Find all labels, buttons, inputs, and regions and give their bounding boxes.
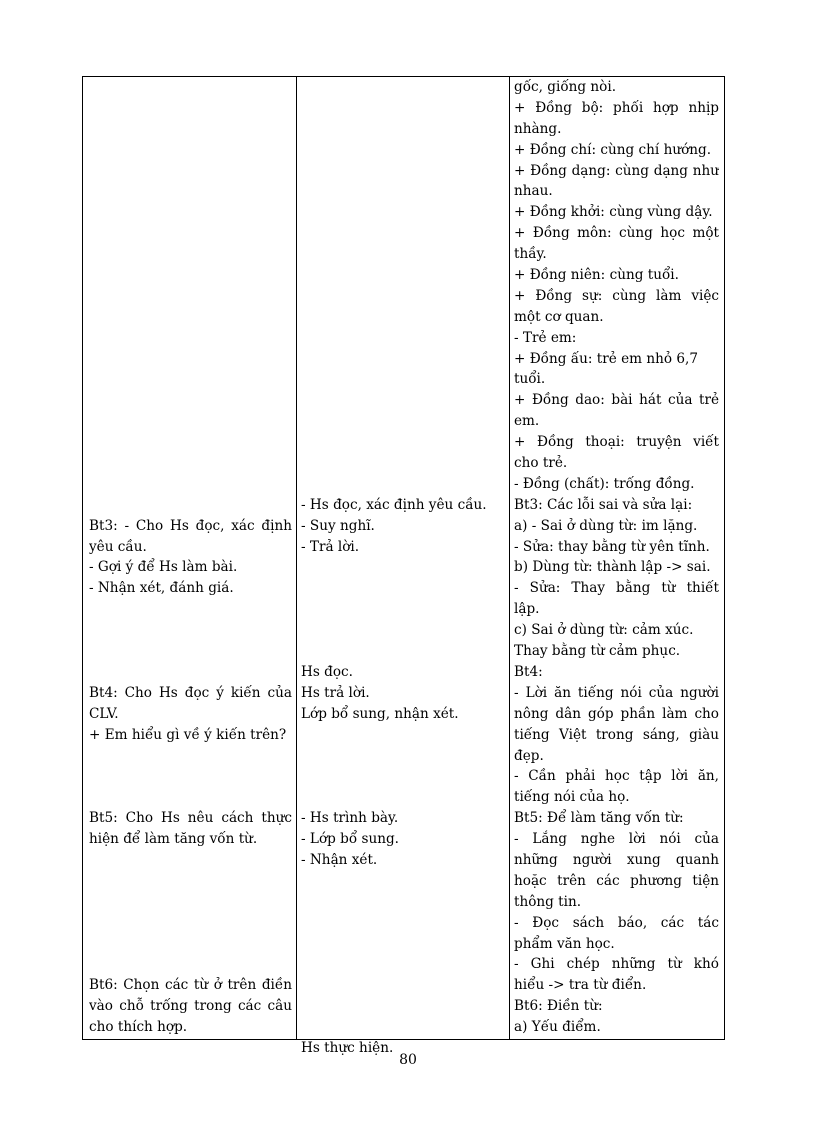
text-line [89, 286, 292, 307]
text-line: tuổi. [514, 371, 546, 388]
text-line [301, 119, 504, 140]
text-line [301, 432, 504, 453]
text-line [89, 892, 292, 913]
text-line: - Hs đọc, xác định yêu cầu. [301, 496, 487, 513]
text-line [301, 223, 504, 244]
text-line: + Đồng môn: cùng học một [514, 225, 719, 242]
text-line [89, 746, 292, 767]
text-line: hiểu -> tra từ điển. [514, 977, 647, 994]
text-line: phẩm văn học. [514, 935, 615, 952]
text-line [89, 119, 292, 140]
text-line [301, 746, 504, 767]
text-line [89, 98, 292, 119]
text-line: Bt3: - Cho Hs đọc, xác định [89, 517, 292, 534]
text-line: b) Dùng từ: thành lập -> sai. [514, 559, 711, 576]
text-line: - Trả lời. [301, 538, 360, 555]
content-column [514, 77, 719, 1039]
text-line [89, 913, 292, 934]
text-line [301, 620, 504, 641]
text-line [89, 202, 292, 223]
text-line [89, 850, 292, 871]
text-line [301, 453, 504, 474]
text-line [89, 349, 292, 370]
text-line: những người xung quanh [514, 851, 719, 868]
text-line [301, 202, 504, 223]
text-line [89, 766, 292, 787]
text-line: - Sửa: Thay bằng từ thiết [514, 580, 719, 597]
text-line: a) - Sai ở dùng từ: im lặng. [514, 517, 698, 534]
text-line [301, 787, 504, 808]
text-line: nông dân góp phần làm cho [514, 705, 719, 722]
text-line [301, 349, 504, 370]
text-line: Lớp bổ sung, nhận xét. [301, 705, 459, 722]
text-line: tiếng Việt trong sáng, giàu [514, 726, 719, 743]
text-line [89, 307, 292, 328]
text-line: một cơ quan. [514, 308, 604, 325]
text-line: - Cần phải học tập lời ăn, [514, 768, 719, 785]
text-line: - Lắng nghe lời nói của [514, 831, 719, 848]
text-line: - Ghi chép những từ khó [514, 956, 719, 973]
text-line: - Đọc sách báo, các tác [514, 914, 719, 931]
text-line: cho trẻ. [514, 455, 568, 472]
text-line [89, 954, 292, 975]
text-line [89, 871, 292, 892]
text-line [89, 495, 292, 516]
text-line: - Đồng (chất): trống đồng. [514, 475, 695, 492]
text-line [89, 599, 292, 620]
text-line [301, 474, 504, 495]
text-line [89, 787, 292, 808]
text-line [89, 77, 292, 98]
text-line [301, 244, 504, 265]
text-line [89, 411, 292, 432]
text-line [301, 369, 504, 390]
text-line: Bt3: Các lỗi sai và sửa lại: [514, 496, 693, 513]
text-line: thầy. [514, 246, 547, 263]
text-line [301, 641, 504, 662]
text-line [301, 599, 504, 620]
text-line [301, 390, 504, 411]
text-line: nhàng. [514, 120, 562, 137]
text-line: c) Sai ở dùng từ: cảm xúc. [514, 622, 694, 639]
text-line [89, 140, 292, 161]
text-line: em. [514, 413, 540, 430]
text-line: yêu cầu. [89, 538, 147, 555]
text-line [301, 77, 504, 98]
text-line [301, 98, 504, 119]
text-line: + Đồng thoại: truyện viết [514, 434, 719, 451]
text-line: gốc, giống nòi. [514, 79, 617, 95]
text-line [89, 181, 292, 202]
text-line [89, 390, 292, 411]
text-line [301, 1017, 504, 1038]
text-line [301, 996, 504, 1017]
text-line [301, 286, 504, 307]
text-line: Bt4: [514, 663, 543, 680]
text-line [301, 578, 504, 599]
text-line [301, 725, 504, 746]
text-line [89, 662, 292, 683]
text-line: + Đồng dạng: cùng dạng như [514, 162, 719, 179]
text-line: Bt5: Cho Hs nêu cách thực [89, 810, 292, 827]
text-line [89, 161, 292, 182]
text-line: Hs thực hiện. [301, 1039, 394, 1056]
text-line: Bt5: Để làm tăng vốn từ: [514, 810, 684, 827]
text-line: Bt6: Điền từ: [514, 998, 603, 1015]
text-line [89, 328, 292, 349]
text-line: hoặc trên các phương tiện [514, 872, 719, 889]
text-line [301, 181, 504, 202]
text-line: vào chỗ trống trong các câu [89, 998, 292, 1015]
text-line [89, 432, 292, 453]
text-line: + Đồng ấu: trẻ em nhỏ 6,7 [514, 350, 698, 367]
column-divider [296, 77, 297, 1039]
text-line: + Đồng bộ: phối hợp nhịp [514, 99, 719, 116]
text-line: hiện để làm tăng vốn từ. [89, 831, 258, 848]
text-line [301, 328, 504, 349]
text-line [301, 954, 504, 975]
text-line [89, 934, 292, 955]
text-line: + Đồng chí: cùng chí hướng. [514, 141, 712, 158]
text-line [301, 265, 504, 286]
text-line [301, 871, 504, 892]
text-line: + Đồng sự: cùng làm việc [514, 287, 719, 304]
text-line: CLV. [89, 705, 119, 722]
text-line: Thay bằng từ cảm phục. [514, 643, 681, 660]
text-line [89, 223, 292, 244]
column-divider [509, 77, 510, 1039]
text-line [89, 620, 292, 641]
text-line: Bt4: Cho Hs đọc ý kiến của [89, 684, 292, 701]
text-line: + Em hiểu gì về ý kiến trên? [89, 726, 287, 743]
text-line: - Suy nghĩ. [301, 517, 375, 534]
text-line [89, 265, 292, 286]
text-line [89, 474, 292, 495]
text-line: - Lời ăn tiếng nói của người [514, 684, 719, 701]
text-line: - Hs trình bày. [301, 810, 399, 827]
lesson-table [82, 76, 725, 1056]
text-line: - Sửa: thay bằng từ yên tĩnh. [514, 538, 710, 555]
text-line: Bt6: Chọn các từ ở trên điền [89, 977, 292, 994]
text-line: nhau. [514, 183, 553, 200]
text-line: - Gợi ý để Hs làm bài. [89, 559, 238, 576]
text-line: - Nhận xét. [301, 851, 378, 868]
text-line: Hs trả lời. [301, 684, 370, 701]
text-line [89, 453, 292, 474]
text-line [89, 369, 292, 390]
teacher-activity-column [89, 77, 292, 1039]
text-line: + Đồng niên: cùng tuổi. [514, 267, 679, 284]
text-line: tiếng nói của họ. [514, 789, 630, 806]
text-line [301, 766, 504, 787]
text-line: cho thích hợp. [89, 1019, 188, 1036]
text-line: a) Yếu điểm. [514, 1019, 601, 1036]
text-line: + Đồng khởi: cùng vùng dậy. [514, 204, 713, 221]
text-line [301, 557, 504, 578]
text-line [89, 244, 292, 265]
text-line [301, 975, 504, 996]
text-line [301, 934, 504, 955]
text-line: đẹp. [514, 747, 544, 764]
page-number: 80 [399, 1052, 417, 1068]
text-line: thông tin. [514, 893, 582, 910]
text-line: Hs đọc. [301, 663, 353, 680]
text-line: lập. [514, 601, 540, 618]
text-line: - Nhận xét, đánh giá. [89, 580, 234, 597]
text-line: - Trẻ em: [514, 329, 577, 346]
text-line [301, 140, 504, 161]
student-activity-column [301, 77, 504, 1056]
text-line [301, 411, 504, 432]
text-line [301, 161, 504, 182]
text-line: + Đồng dao: bài hát của trẻ [514, 392, 719, 409]
text-line [301, 913, 504, 934]
text-line [89, 641, 292, 662]
text-line: - Lớp bổ sung. [301, 831, 399, 848]
text-line [301, 307, 504, 328]
text-line [301, 892, 504, 913]
